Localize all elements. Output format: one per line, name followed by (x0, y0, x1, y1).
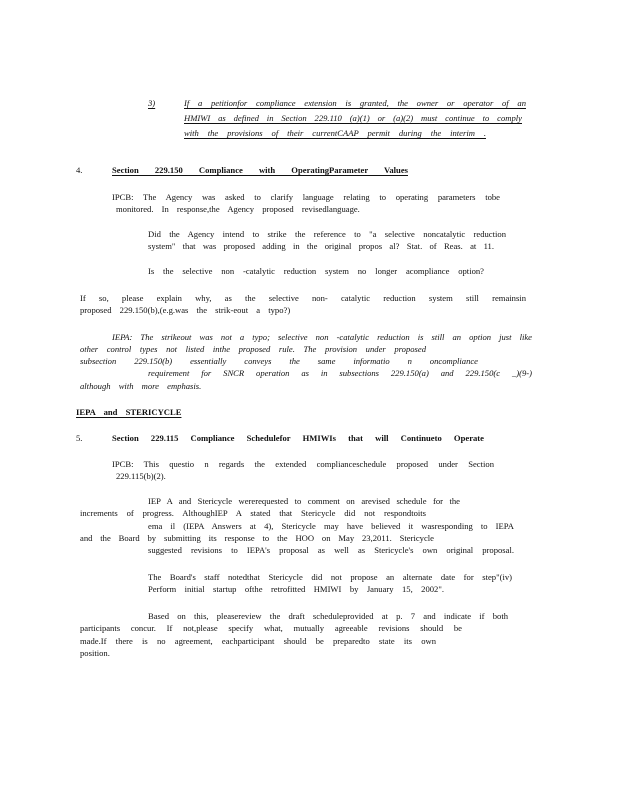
paragraph-line: with the provisions of their currentCAAP permit during the interim . (184, 128, 486, 138)
paragraph-line: suggested revisions to IEPA's proposal as well as Stericycle's own original proposal. (148, 545, 514, 555)
paragraph-line: IPCB: This questio n regards the extended complianceschedule proposed under Section (112, 459, 494, 469)
paragraph-line: subsection 229.150(b) essentially conveys the same informatio n oncompliance (80, 356, 478, 366)
paragraph-line: requirement for SNCR operation as in subsections 229.150(a) and 229.150(c _)(9-) (148, 368, 532, 378)
paragraph-line: IPCB: The Agency was asked to clarify language relating to operating parameters tobe (112, 192, 500, 202)
paragraph-line: ema il (IEPA Answers at 4), Stericycle may have believed it wasresponding to IEPA (148, 521, 514, 531)
paragraph-line: and the Board by submitting its response to the HOO on May 23,2011. Stericycle (80, 533, 434, 543)
section-heading: Section 229.115 Compliance Schedulefor HMIWIs that will Continueto Operate (112, 433, 484, 443)
paragraph-line: increments of progress. AlthoughIEP A stated that Stericycle did not respondtoits (80, 508, 426, 518)
paragraph-line: Based on this, pleasereview the draft scheduleprovided at p. 7 and indicate if both (148, 611, 508, 621)
paragraph-line: monitored. In response,the Agency proposed revisedlanguage. (116, 204, 360, 214)
paragraph-line: Is the selective non -catalytic reduction system no longer acompliance option? (148, 266, 484, 276)
paragraph-line: IEPA: The strikeout was not a typo; selective non -catalytic reduction is still an option just like (112, 332, 532, 342)
item-number: 5. (76, 433, 83, 443)
section-heading: Section 229.150 Compliance with OperatingParameter Values (112, 165, 408, 175)
paragraph-line: participants concur. If not,please specify what, mutually agreeable revisions should be (80, 623, 462, 633)
group-heading: IEPA and STERICYCLE (76, 407, 182, 417)
paragraph-line: If a petitionfor compliance extension is granted, the owner or operator of an (184, 98, 526, 108)
paragraph-line: IEP A and Stericycle wererequested to comment on arevised schedule for the (148, 496, 460, 506)
paragraph-line: HMIWI as defined in Section 229.110 (a)(1) or (a)(2) must continue to comply (184, 113, 522, 123)
paragraph-line: Did the Agency intend to strike the reference to "a selective noncatalytic reduction (148, 229, 506, 239)
paragraph-line: 229.115(b)(2). (116, 471, 166, 481)
paragraph-line: system" that was proposed adding in the original propos al? Stat. of Reas. at 11. (148, 241, 494, 251)
item-number: 4. (76, 165, 83, 175)
paragraph-line: The Board's staff notedthat Stericycle did not propose an alternate date for step"(iv) (148, 572, 512, 582)
paragraph-line: although with more emphasis. (80, 381, 202, 391)
paragraph-line: other control types not listed inthe proposed rule. The provision under proposed (80, 344, 426, 354)
list-number: 3) (148, 98, 156, 108)
paragraph-line: made.If there is no agreement, eachparticipant should be preparedto state its own (80, 636, 436, 646)
paragraph-line: If so, please explain why, as the selective non- catalytic reduction system still remainsin (80, 293, 526, 303)
paragraph-line: proposed 229.150(b),(e.g.was the strik-eout a typo?) (80, 305, 291, 315)
paragraph-line: Perform initial startup ofthe retrofitted HMIWI by January 15, 2002". (148, 584, 444, 594)
paragraph-line: position. (80, 648, 110, 658)
